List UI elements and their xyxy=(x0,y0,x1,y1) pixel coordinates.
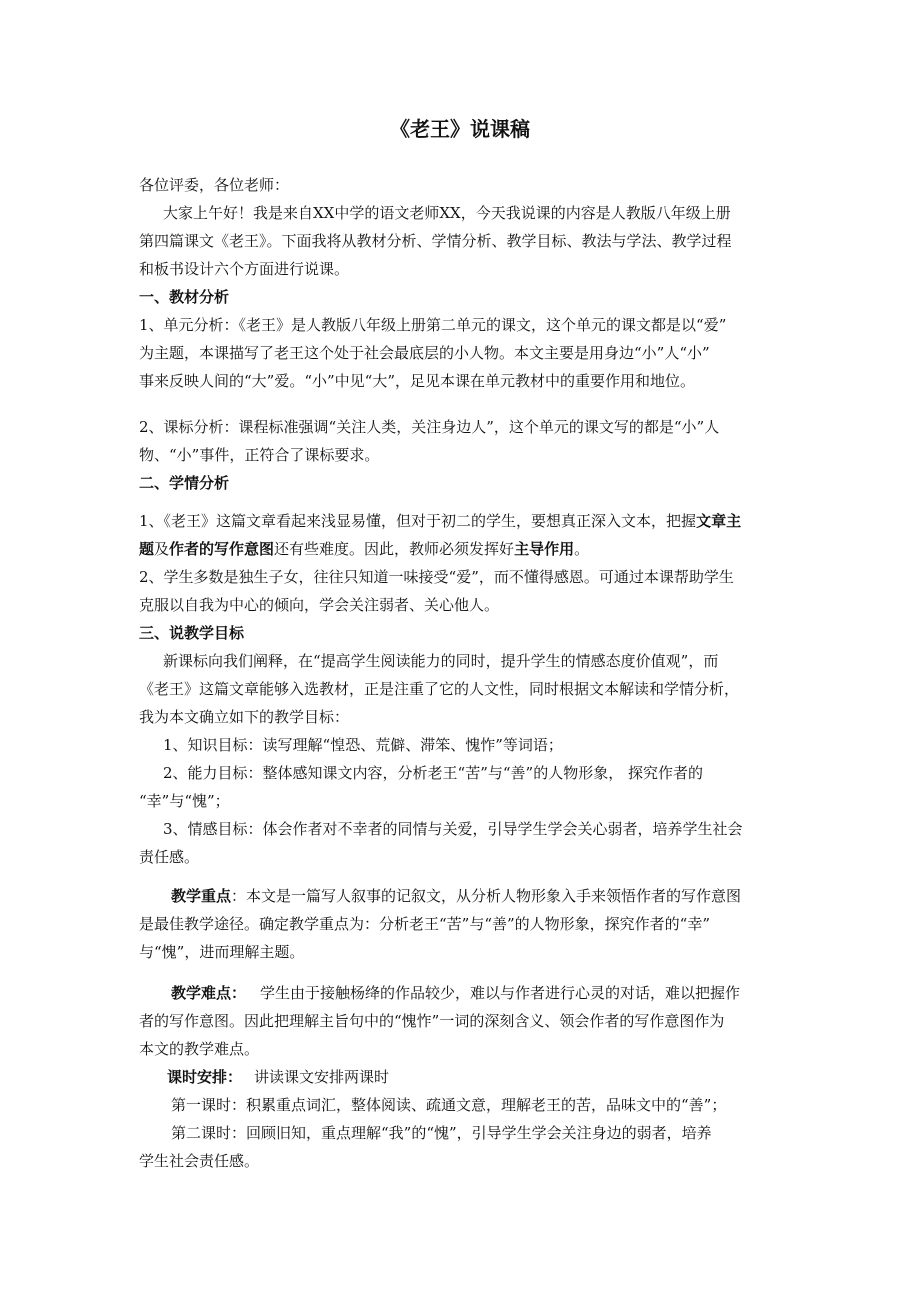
greeting: 各位评委，各位老师： xyxy=(139,176,290,194)
teaching-difficulty-label: 教学难点： xyxy=(171,984,247,1002)
paragraph-line: 物、“小”事件，正符合了课标要求。 xyxy=(139,446,380,464)
goal-knowledge: 1、知识目标：读写理解“惶恐、荒僻、滞笨、愧怍”等词语； xyxy=(163,736,563,754)
text-run: ：本文是一篇写人叙事的记叙文，从分析人物形象入手来领悟作者的写作意图 xyxy=(231,887,742,905)
goal-ability-cont: “幸”与“愧”； xyxy=(139,792,230,810)
text-run: 还有些难度。因此，教师必须发挥好 xyxy=(274,540,515,558)
bold-run: 题 xyxy=(139,540,155,558)
intro-line: 和板书设计六个方面进行说课。 xyxy=(139,260,350,278)
text-run: 学生由于接触杨绛的作品较少，难以与作者进行心灵的对话，难以把握作 xyxy=(260,984,741,1002)
intro-line: 大家上午好！我是来自XX中学的语文老师XX，今天我说课的内容是人教版八年级上册 xyxy=(163,204,731,222)
goal-emotion: 3、情感目标：体会作者对不幸者的同情与关爱，引导学生学会关心弱者，培养学生社会 xyxy=(163,820,743,838)
paragraph-line: 2、课标分析：课程标准强调“关注人类，关注身边人”，这个单元的课文写的都是“小”人 xyxy=(139,418,720,436)
intro-line: 第四篇课文《老王》。下面我将从教材分析、学情分析、教学目标、教法与学法、教学过程 xyxy=(139,232,732,250)
paragraph-line xyxy=(139,539,799,559)
text-run: 讲读课文安排两课时 xyxy=(254,1068,390,1086)
paragraph-line: 与“愧”，进而理解主题。 xyxy=(139,943,305,961)
paragraph-line: 《老王》这篇文章能够入选教材，正是注重了它的人文性，同时根据文本解读和学情分析， xyxy=(139,680,740,698)
section-heading: 一、教材分析 xyxy=(139,288,230,306)
paragraph-line: 2、学生多数是独生子女，往往只知道一味接受“爱”，而不懂得感恩。可通过本课帮助学生 xyxy=(139,568,734,586)
lesson-two: 第二课时：回顾旧知，重点理解“我”的“愧”，引导学生学会关注身边的弱者，培养 xyxy=(171,1124,712,1142)
page-title: 《老王》说课稿 xyxy=(390,117,530,141)
paragraph-line: 是最佳教学途径。确定教学重点为：分析老王“苦”与“善”的人物形象，探究作者的“幸” xyxy=(139,915,711,933)
teaching-key-label: 教学重点 xyxy=(171,887,232,905)
text-run: 及 xyxy=(154,540,170,558)
bold-run: 文章主 xyxy=(696,512,742,530)
paragraph-line: 1、单元分析：《老王》是人教版八年级上册第二单元的课文，这个单元的课文都是以“爱” xyxy=(139,316,727,334)
bold-run: 作者的写作意图 xyxy=(169,540,275,558)
text-run: 1、《老王》这篇文章看起来浅显易懂，但对于初二的学生，要想真正深入文本，把握 xyxy=(139,512,697,530)
paragraph-line: 事来反映人间的“大”爱。“小”中见“大”，足见本课在单元教材中的重要作用和地位。 xyxy=(139,372,696,390)
section-heading: 三、说教学目标 xyxy=(139,624,245,642)
paragraph-line xyxy=(139,511,799,531)
schedule-line xyxy=(167,1067,827,1087)
lesson-two-cont: 学生社会责任感。 xyxy=(139,1152,260,1170)
paragraph-line: 为主题，本课描写了老王这个处于社会最底层的小人物。本文主要是用身边“小”人“小” xyxy=(139,344,710,362)
teaching-difficulty-line xyxy=(171,983,831,1003)
text-run: 。 xyxy=(574,540,590,558)
bold-run: 主导作用 xyxy=(514,540,575,558)
paragraph-line: 克服以自我为中心的倾向，学会关注弱者、关心他人。 xyxy=(139,596,500,614)
paragraph-line: 我为本文确立如下的教学目标： xyxy=(139,708,350,726)
lesson-one: 第一课时：积累重点词汇，整体阅读、疏通文意，理解老王的苦，品味文中的“善”； xyxy=(171,1096,727,1114)
teaching-key-line xyxy=(171,886,831,906)
paragraph-line: 本文的教学难点。 xyxy=(139,1040,260,1058)
goal-ability: 2、能力目标：整体感知课文内容，分析老王“苦”与“善”的人物形象， 探究作者的 xyxy=(163,764,703,782)
paragraph-line: 新课标向我们阐释，在“提高学生阅读能力的同时，提升学生的情感态度价值观”，而 xyxy=(163,652,719,670)
schedule-label: 课时安排： xyxy=(167,1068,243,1086)
goal-emotion-cont: 责任感。 xyxy=(139,848,200,866)
section-heading: 二、学情分析 xyxy=(139,474,230,492)
paragraph-line: 者的写作意图。因此把理解主旨句中的“愧怍”一词的深刻含义、领会作者的写作意图作为 xyxy=(139,1012,725,1030)
